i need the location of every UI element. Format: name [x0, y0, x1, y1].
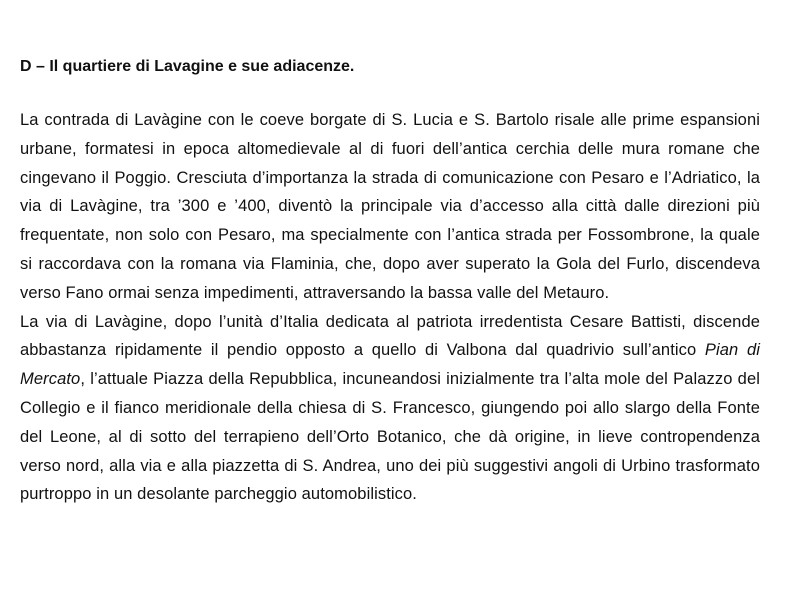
paragraph-text-part: , l’attuale Piazza della Repubblica, incuneandosi inizialmente tra l’alta mole del Palazzo del Collegio e il fianco meridionale della chiesa di S. Francesco, giungendo poi allo slargo della Fonte del Leone, al di sotto del terrapieno dell’Orto Botanico, che dà origine, in lieve contropendenza verso nord, alla via e alla piazzetta di S. Andrea, uno dei più suggestivi angoli di Urbino trasformato purtroppo in un desolante parcheggio automobilistico. [20, 370, 760, 504]
italic-place-name: Pian di Mercato [20, 341, 760, 389]
paragraph-via-lavagine [20, 308, 760, 510]
section-heading: D – Il quartiere di Lavagine e sue adiacenze. [20, 58, 355, 75]
document-page [20, 56, 760, 509]
paragraph-lavagine-history: La contrada di Lavàgine con le coeve borgate di S. Lucia e S. Bartolo risale alle prime espansioni urbane, formatesi in epoca altomedievale al di fuori dell’antica cerchia delle mura romane che cingevano il Poggio. Cresciuta d’importanza la strada di comunicazione con Pesaro e l’Adriatico, la via di Lavàgine, tra ’300 e ’400, diventò la principale via d’accesso alla città dalle direzioni più frequentate, non solo con Pesaro, ma specialmente con l’antica strada per Fossombrone, la quale si raccordava con la romana via Flaminia, che, dopo aver superato la Gola del Furlo, discendeva verso Fano ormai senza impedimenti, attraversando la bassa valle del Metauro. [20, 111, 760, 302]
paragraph-text-part: La via di Lavàgine, dopo l’unità d’Italia dedicata al patriota irredentista Cesare Battisti, discende abbastanza ripidamente il pendio opposto a quello di Valbona dal quadrivio sull’antico [20, 312, 760, 360]
